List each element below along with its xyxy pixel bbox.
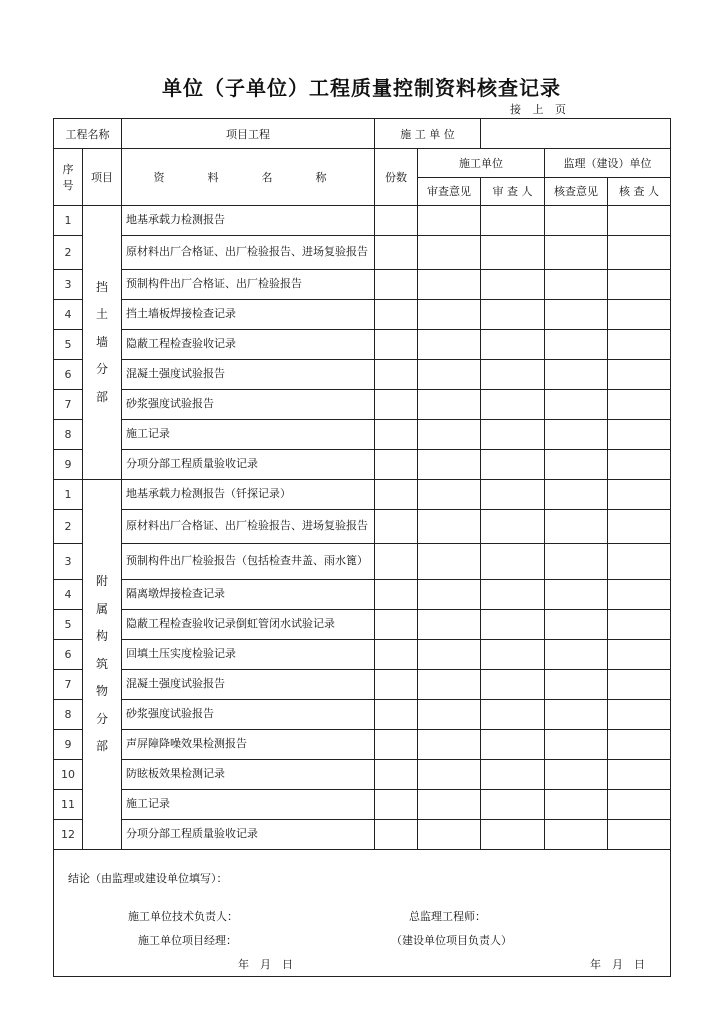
copies-header: 份数 bbox=[375, 149, 418, 206]
date-left: 年 月 日 bbox=[238, 958, 293, 971]
project-name-value[interactable]: 项目工程 bbox=[122, 119, 375, 149]
table-row bbox=[54, 670, 671, 700]
row-number: 2 bbox=[54, 510, 83, 544]
seq-header: 序号 bbox=[54, 149, 83, 206]
checker-cell[interactable] bbox=[608, 730, 671, 760]
copies-cell[interactable] bbox=[375, 640, 418, 670]
row-number: 5 bbox=[54, 610, 83, 640]
row-number: 8 bbox=[54, 700, 83, 730]
reviewer-header: 审 查 人 bbox=[481, 177, 545, 206]
checker-cell[interactable] bbox=[608, 480, 671, 510]
material-name: 挡土墙板焊接检查记录 bbox=[122, 300, 375, 330]
section-name-char: 分 bbox=[95, 711, 108, 726]
contractor-label: 施 工 单 位 bbox=[375, 119, 481, 149]
section-name bbox=[83, 206, 122, 480]
row-number: 7 bbox=[54, 390, 83, 420]
copies-cell[interactable] bbox=[375, 730, 418, 760]
material-name: 地基承载力检测报告 bbox=[122, 206, 375, 236]
checker-cell[interactable] bbox=[608, 544, 671, 580]
row-number: 6 bbox=[54, 360, 83, 390]
copies-cell[interactable] bbox=[375, 390, 418, 420]
review-opinion-cell[interactable] bbox=[418, 760, 481, 790]
material-name: 预制构件出厂检验报告（包括检查井盖、雨水篦） bbox=[122, 544, 375, 580]
row-number: 10 bbox=[54, 760, 83, 790]
section-name-char: 挡 bbox=[95, 279, 108, 294]
row-number: 4 bbox=[54, 300, 83, 330]
review-opinion-cell[interactable] bbox=[418, 640, 481, 670]
section-name-char: 土 bbox=[95, 307, 108, 322]
review-opinion-cell[interactable] bbox=[418, 730, 481, 760]
copies-cell[interactable] bbox=[375, 300, 418, 330]
check-opinion-cell[interactable] bbox=[545, 610, 608, 640]
checker-cell[interactable] bbox=[608, 700, 671, 730]
reviewer-cell[interactable] bbox=[481, 480, 545, 510]
table-row bbox=[54, 450, 671, 480]
reviewer-cell[interactable] bbox=[481, 236, 545, 270]
section-name-char: 部 bbox=[95, 389, 108, 404]
checker-cell[interactable] bbox=[608, 760, 671, 790]
copies-cell[interactable] bbox=[375, 580, 418, 610]
row-number: 8 bbox=[54, 420, 83, 450]
checker-header: 核 查 人 bbox=[608, 177, 671, 206]
table-row bbox=[54, 420, 671, 450]
reviewer-cell[interactable] bbox=[481, 820, 545, 850]
checker-cell[interactable] bbox=[608, 270, 671, 300]
table-row bbox=[54, 480, 671, 510]
copies-cell[interactable] bbox=[375, 330, 418, 360]
conclusion-cell[interactable] bbox=[54, 850, 671, 977]
table-row bbox=[54, 544, 671, 580]
table-row bbox=[54, 390, 671, 420]
table-row bbox=[54, 580, 671, 610]
checker-cell[interactable] bbox=[608, 236, 671, 270]
table-row bbox=[54, 236, 671, 270]
review-opinion-cell[interactable] bbox=[418, 270, 481, 300]
checker-cell[interactable] bbox=[608, 640, 671, 670]
checker-cell[interactable] bbox=[608, 360, 671, 390]
material-name-header: 资 料 名 称 bbox=[122, 149, 375, 206]
material-name: 混凝土强度试验报告 bbox=[122, 670, 375, 700]
row-number: 1 bbox=[54, 480, 83, 510]
check-opinion-cell[interactable] bbox=[545, 236, 608, 270]
review-opinion-cell[interactable] bbox=[418, 790, 481, 820]
row-number: 3 bbox=[54, 270, 83, 300]
review-opinion-cell[interactable] bbox=[418, 236, 481, 270]
check-opinion-cell[interactable] bbox=[545, 270, 608, 300]
check-opinion-cell[interactable] bbox=[545, 510, 608, 544]
check-opinion-cell[interactable] bbox=[545, 790, 608, 820]
header-row-project bbox=[54, 119, 671, 149]
section-name-char: 附 bbox=[95, 573, 108, 588]
material-name: 声屏障降噪效果检测报告 bbox=[122, 730, 375, 760]
section-name bbox=[83, 480, 122, 850]
review-opinion-cell[interactable] bbox=[418, 820, 481, 850]
check-opinion-cell[interactable] bbox=[545, 450, 608, 480]
chief-supervisor-label: 总监理工程师： bbox=[409, 910, 486, 923]
reviewer-cell[interactable] bbox=[481, 760, 545, 790]
check-opinion-cell[interactable] bbox=[545, 330, 608, 360]
row-number: 5 bbox=[54, 330, 83, 360]
section-name-char: 属 bbox=[95, 601, 108, 616]
material-name: 砂浆强度试验报告 bbox=[122, 700, 375, 730]
quality-control-table bbox=[53, 118, 671, 977]
checker-cell[interactable] bbox=[608, 820, 671, 850]
material-name: 混凝土强度试验报告 bbox=[122, 360, 375, 390]
section-name-char: 物 bbox=[95, 684, 108, 699]
checker-cell[interactable] bbox=[608, 580, 671, 610]
check-opinion-cell[interactable] bbox=[545, 640, 608, 670]
conclusion-label: 结论（由监理或建设单位填写）： bbox=[68, 872, 228, 885]
section-name-char: 部 bbox=[95, 739, 108, 754]
contractor-pm-label: 施工单位项目经理： bbox=[138, 934, 237, 947]
review-opinion-cell[interactable] bbox=[418, 390, 481, 420]
review-opinion-cell[interactable] bbox=[418, 420, 481, 450]
check-opinion-cell[interactable] bbox=[545, 360, 608, 390]
check-opinion-cell[interactable] bbox=[545, 730, 608, 760]
conclusion-row bbox=[54, 850, 671, 977]
copies-cell[interactable] bbox=[375, 544, 418, 580]
copies-cell[interactable] bbox=[375, 480, 418, 510]
material-name: 原材料出厂合格证、出厂检验报告、进场复验报告 bbox=[122, 510, 375, 544]
check-opinion-cell[interactable] bbox=[545, 206, 608, 236]
copies-cell[interactable] bbox=[375, 510, 418, 544]
section-name-char: 墙 bbox=[95, 334, 108, 349]
reviewer-cell[interactable] bbox=[481, 360, 545, 390]
table-row bbox=[54, 206, 671, 236]
header-row-columns-1 bbox=[54, 149, 671, 178]
copies-cell[interactable] bbox=[375, 610, 418, 640]
table-row bbox=[54, 270, 671, 300]
row-number: 9 bbox=[54, 730, 83, 760]
review-opinion-cell[interactable] bbox=[418, 510, 481, 544]
section-name-char: 筑 bbox=[95, 656, 108, 671]
material-name: 砂浆强度试验报告 bbox=[122, 390, 375, 420]
review-opinion-cell[interactable] bbox=[418, 360, 481, 390]
copies-cell[interactable] bbox=[375, 760, 418, 790]
check-opinion-cell[interactable] bbox=[545, 544, 608, 580]
reviewer-cell[interactable] bbox=[481, 790, 545, 820]
copies-cell[interactable] bbox=[375, 450, 418, 480]
project-name-label: 工程名称 bbox=[54, 119, 122, 149]
checker-cell[interactable] bbox=[608, 300, 671, 330]
review-opinion-cell[interactable] bbox=[418, 700, 481, 730]
reviewer-cell[interactable] bbox=[481, 640, 545, 670]
check-opinion-cell[interactable] bbox=[545, 580, 608, 610]
owner-pm-label: （建设单位项目负责人） bbox=[391, 934, 512, 947]
copies-cell[interactable] bbox=[375, 206, 418, 236]
copies-cell[interactable] bbox=[375, 700, 418, 730]
table-row bbox=[54, 790, 671, 820]
reviewer-cell[interactable] bbox=[481, 206, 545, 236]
review-opinion-cell[interactable] bbox=[418, 206, 481, 236]
item-group-header: 项目 bbox=[83, 149, 122, 206]
material-name: 原材料出厂合格证、出厂检验报告、进场复验报告 bbox=[122, 236, 375, 270]
reviewer-cell[interactable] bbox=[481, 510, 545, 544]
material-name: 施工记录 bbox=[122, 420, 375, 450]
table-row bbox=[54, 300, 671, 330]
review-opinion-cell[interactable] bbox=[418, 610, 481, 640]
reviewer-cell[interactable] bbox=[481, 390, 545, 420]
review-opinion-cell[interactable] bbox=[418, 670, 481, 700]
row-number: 9 bbox=[54, 450, 83, 480]
continuation-note: 接 上 页 bbox=[510, 103, 570, 116]
material-name: 预制构件出厂合格证、出厂检验报告 bbox=[122, 270, 375, 300]
supervisor-unit-header: 监理（建设）单位 bbox=[545, 149, 671, 178]
contractor-value[interactable] bbox=[481, 119, 671, 149]
reviewer-cell[interactable] bbox=[481, 700, 545, 730]
reviewer-cell[interactable] bbox=[481, 450, 545, 480]
row-number: 11 bbox=[54, 790, 83, 820]
row-number: 1 bbox=[54, 206, 83, 236]
row-number: 2 bbox=[54, 236, 83, 270]
row-number: 6 bbox=[54, 640, 83, 670]
reviewer-cell[interactable] bbox=[481, 670, 545, 700]
checker-cell[interactable] bbox=[608, 510, 671, 544]
checker-cell[interactable] bbox=[608, 790, 671, 820]
material-name: 防眩板效果检测记录 bbox=[122, 760, 375, 790]
table-row bbox=[54, 330, 671, 360]
material-name: 隔离墩焊接检查记录 bbox=[122, 580, 375, 610]
table-row bbox=[54, 820, 671, 850]
material-name: 地基承载力检测报告（钎探记录） bbox=[122, 480, 375, 510]
reviewer-cell[interactable] bbox=[481, 270, 545, 300]
review-opinion-cell[interactable] bbox=[418, 480, 481, 510]
checker-cell[interactable] bbox=[608, 206, 671, 236]
material-name: 隐蔽工程检查验收记录 bbox=[122, 330, 375, 360]
copies-cell[interactable] bbox=[375, 790, 418, 820]
table-row bbox=[54, 730, 671, 760]
checker-cell[interactable] bbox=[608, 420, 671, 450]
table-row bbox=[54, 700, 671, 730]
copies-cell[interactable] bbox=[375, 420, 418, 450]
checker-cell[interactable] bbox=[608, 450, 671, 480]
reviewer-cell[interactable] bbox=[481, 730, 545, 760]
review-opinion-cell[interactable] bbox=[418, 450, 481, 480]
check-opinion-cell[interactable] bbox=[545, 820, 608, 850]
material-name: 分项分部工程质量验收记录 bbox=[122, 820, 375, 850]
reviewer-cell[interactable] bbox=[481, 580, 545, 610]
checker-cell[interactable] bbox=[608, 670, 671, 700]
check-opinion-cell[interactable] bbox=[545, 390, 608, 420]
table-row bbox=[54, 640, 671, 670]
checker-cell[interactable] bbox=[608, 390, 671, 420]
material-name: 隐蔽工程检查验收记录倒虹管闭水试验记录 bbox=[122, 610, 375, 640]
date-right: 年 月 日 bbox=[590, 958, 645, 971]
row-number: 3 bbox=[54, 544, 83, 580]
contractor-tech-lead-label: 施工单位技术负责人： bbox=[128, 910, 238, 923]
review-opinion-header: 审查意见 bbox=[418, 177, 481, 206]
copies-cell[interactable] bbox=[375, 236, 418, 270]
material-name: 分项分部工程质量验收记录 bbox=[122, 450, 375, 480]
reviewer-cell[interactable] bbox=[481, 330, 545, 360]
checker-cell[interactable] bbox=[608, 330, 671, 360]
row-number: 4 bbox=[54, 580, 83, 610]
checker-cell[interactable] bbox=[608, 610, 671, 640]
page-title: 单位（子单位）工程质量控制资料核查记录 bbox=[162, 76, 561, 100]
section-name-char: 分 bbox=[95, 362, 108, 377]
copies-cell[interactable] bbox=[375, 670, 418, 700]
check-opinion-cell[interactable] bbox=[545, 700, 608, 730]
table-row bbox=[54, 610, 671, 640]
review-opinion-cell[interactable] bbox=[418, 330, 481, 360]
material-name: 回填土压实度检验记录 bbox=[122, 640, 375, 670]
table-row bbox=[54, 510, 671, 544]
copies-cell[interactable] bbox=[375, 820, 418, 850]
row-number: 12 bbox=[54, 820, 83, 850]
reviewer-cell[interactable] bbox=[481, 300, 545, 330]
table-row bbox=[54, 760, 671, 790]
check-opinion-cell[interactable] bbox=[545, 420, 608, 450]
table-row bbox=[54, 360, 671, 390]
row-number: 7 bbox=[54, 670, 83, 700]
reviewer-cell[interactable] bbox=[481, 544, 545, 580]
check-opinion-header: 核查意见 bbox=[545, 177, 608, 206]
check-opinion-cell[interactable] bbox=[545, 300, 608, 330]
check-opinion-cell[interactable] bbox=[545, 670, 608, 700]
contractor-unit-header: 施工单位 bbox=[418, 149, 545, 178]
review-opinion-cell[interactable] bbox=[418, 544, 481, 580]
review-opinion-cell[interactable] bbox=[418, 300, 481, 330]
reviewer-cell[interactable] bbox=[481, 420, 545, 450]
material-name: 施工记录 bbox=[122, 790, 375, 820]
copies-cell[interactable] bbox=[375, 360, 418, 390]
section-name-char: 构 bbox=[95, 629, 108, 644]
check-opinion-cell[interactable] bbox=[545, 480, 608, 510]
copies-cell[interactable] bbox=[375, 270, 418, 300]
reviewer-cell[interactable] bbox=[481, 610, 545, 640]
review-opinion-cell[interactable] bbox=[418, 580, 481, 610]
check-opinion-cell[interactable] bbox=[545, 760, 608, 790]
